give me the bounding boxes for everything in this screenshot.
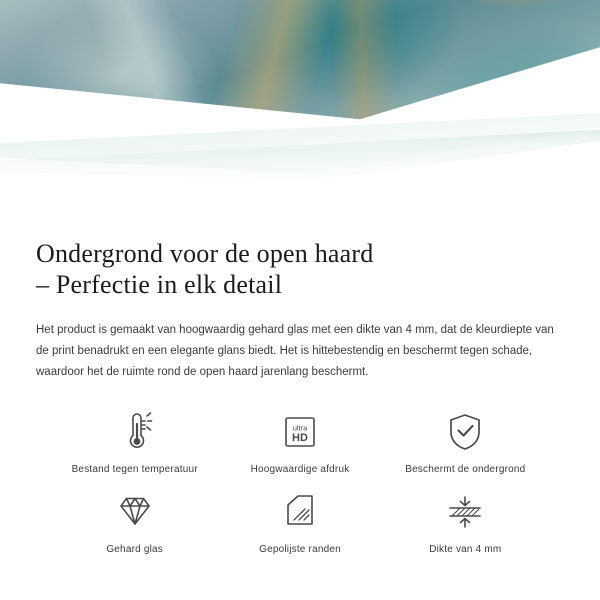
feature-item-polished-edges (217, 489, 382, 555)
feature-label: Gepolijste randen (259, 544, 341, 555)
sparkle-icon (495, 155, 541, 201)
feature-item-print-quality (217, 409, 382, 475)
page-title (36, 238, 564, 300)
description-content (0, 216, 600, 555)
page-title-line-2: – Perfectie in elk detail (36, 270, 283, 299)
feature-label: Hoogwaardige afdruk (250, 464, 350, 475)
thermometer-icon (116, 409, 154, 455)
thickness-4mm-icon (442, 489, 488, 535)
feature-item-tempered-glass (52, 489, 217, 555)
feature-label: Dikte van 4 mm (429, 544, 502, 555)
hero-product-image (0, 0, 600, 216)
feature-grid (36, 409, 564, 555)
feature-label: Bestand tegen temperatuur (71, 464, 198, 475)
gold-vein-overlay (0, 0, 600, 216)
page-title-line-1: Ondergrond voor de open haard (36, 239, 374, 268)
ultra-hd-icon (280, 409, 320, 455)
svg-text:ultra: ultra (292, 423, 308, 433)
feature-label: Gehard glas (106, 544, 163, 555)
svg-text:HD: HD (292, 432, 308, 444)
polished-edges-icon (280, 489, 320, 535)
diamond-icon (112, 489, 158, 535)
feature-item-surface-protection (383, 409, 548, 475)
shield-check-icon (445, 409, 485, 455)
feature-item-temperature (52, 409, 217, 475)
sparkle-small-icon (542, 186, 564, 208)
description-paragraph: Het product is gemaakt van hoogwaardig gehard glas met een dikte van 4 mm, dat de kleurdiepte van de print benadrukt en een elegante glans biedt. Het is hittebestendig en beschermt tegen schade, waardoor het de ruimte rond de open haard jarenlang beschermt. (36, 324, 554, 378)
feature-label: Beschermt de ondergrond (405, 464, 526, 475)
feature-item-thickness (383, 489, 548, 555)
